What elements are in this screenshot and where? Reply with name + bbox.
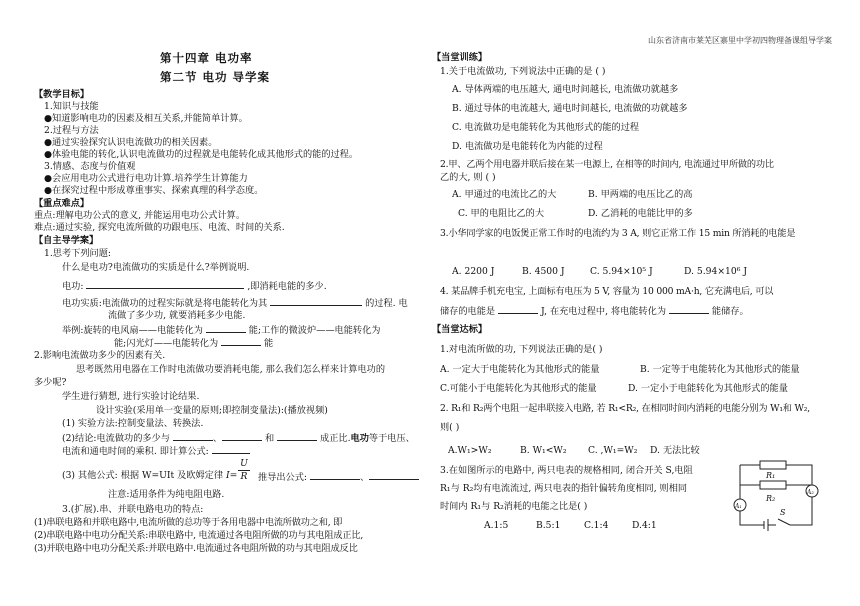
wire [786, 465, 812, 485]
question-2a: 思考既然用电器在工作时电流做功要消耗电能, 那么我们怎么样来计算电功的 [76, 364, 386, 375]
train-q3: 3.小华同学家的电饭煲正常工作时的电流约为 3 A, 则它正常工作 15 min 所消耗的电能是 [440, 228, 796, 239]
std-q3-option: C.1:4 [584, 520, 609, 531]
q2f-bold: 电功 [350, 433, 369, 444]
question-3-note: 注意:适用条件为纯电阻电路. [108, 489, 225, 500]
question-3 [62, 470, 237, 482]
question-1f [114, 336, 273, 350]
label-a1: A₁ [735, 503, 742, 510]
answer-blank [206, 323, 246, 333]
training-heading: 【当堂训练】 [432, 52, 488, 63]
answer-blank [270, 296, 362, 306]
std-q2-option: D. 无法比较 [650, 445, 700, 456]
train-q3-option: C. 5.94×10⁵ J [590, 266, 653, 277]
std-q3-option: D.4:1 [632, 520, 657, 531]
difficult-point: 难点:通过实验, 探究电流所做的功跟电压、电流、时间的关系. [34, 222, 285, 233]
wire [790, 497, 812, 525]
std-q3-c: 时间内 R₁与 R₂消耗的电能之比是( ) [440, 501, 588, 512]
q3-post: 推导出公式: [258, 472, 308, 483]
q1f-pre: 能;闪光灯——电能转化为 [114, 338, 219, 349]
std-q2-option: C. ,W₁=W₂ [588, 445, 638, 456]
question-2e: (1) 实验方法:控制变量法、转换法. [62, 418, 204, 429]
section-title: 第二节 电功 导学案 [160, 70, 271, 84]
q1f-post: 能 [264, 338, 274, 349]
answer-blank [222, 431, 262, 441]
q2f-post: 成正比. [320, 433, 351, 444]
train-q1: 1.关于电流做功, 下列说法中正确的是 ( ) [440, 66, 606, 77]
label-r1: R₁ [766, 471, 776, 480]
question-2g [62, 444, 250, 458]
goal-line: 2.过程与方法 [44, 125, 99, 136]
q2g-pre: 电流和通电时间的乘积. 即计算公式: [62, 446, 209, 457]
q2f-mid: 和 [265, 433, 275, 444]
goal-line: ●会应用电功公式进行电功计算.培养学生计算能力 [44, 173, 248, 184]
resistor-r2 [760, 481, 786, 489]
answer-blank [221, 336, 261, 346]
t4b-pre: 储存的电能是 [440, 306, 496, 317]
key-heading: 【重点难点】 [34, 198, 90, 209]
train-q2-option: C. 甲的电阻比乙的大 [458, 208, 545, 219]
question-2d: 设计实验(采用单一变量的原则;即控制变量法):(播放视频) [96, 405, 328, 416]
std-q2-b: 则( ) [440, 422, 460, 433]
std-q2-option: B. W₁<W₂ [520, 445, 567, 456]
answer-blank [369, 470, 419, 480]
train-q1-option: B. 通过导体的电流越大, 通电时间越长, 电流做的功就越多 [452, 103, 688, 114]
answer-blank [86, 279, 244, 289]
train-q1-option: A. 导体两端的电压越大, 通电时间越长, 电流做功就越多 [452, 84, 679, 95]
train-q1-option: D. 电流做功是电能转化为内能的过程 [452, 141, 603, 152]
train-q2-option: D. 乙消耗的电能比甲的多 [588, 208, 693, 219]
question-1d: 流做了多少功, 就要消耗多少电能. [108, 310, 246, 321]
train-q2-b: 乙的大, 则 ( ) [440, 172, 496, 183]
train-q3-option: D. 5.94×10⁶ J [684, 266, 748, 277]
train-q4: 4. 某品牌手机充电宝, 上面标有电压为 5 V, 容量为 10 000 mA·h, 它充满电后, 可以 [440, 286, 774, 297]
q1e-mid: 能;工作的微波炉——电能转化为 [248, 325, 381, 336]
q3-pre: (3) 其他公式: 根据 W=UIt 及欧姆定律 [62, 470, 224, 481]
circuit-diagram [730, 455, 822, 535]
std-q1-option: A. 一定大于电能转化为其他形式的能量 [440, 364, 600, 375]
std-q3-option: B.5:1 [536, 520, 561, 531]
question-4b: (2)串联电路中电功分配关系:串联电路中, 电流通过各电阻所做的功与其电阻成正比, [34, 530, 364, 541]
std-q2: 2. R₁和 R₂两个电阻一起串联接入电路, 若 R₁<R₂, 在相同时间内消耗的电能分别为 W₁和 W₂, [440, 403, 810, 414]
answer-blank [212, 444, 250, 454]
std-q3: 3.在如图所示的电路中, 两只电表的规格相同, 闭合开关 S,电阻 [440, 465, 693, 476]
standard-heading: 【当堂达标】 [432, 324, 488, 335]
question-1a: 什么是电功?电流做功的实质是什么?举例说明. [62, 262, 250, 273]
resistor-r1 [760, 461, 786, 469]
t4b-mid: J, 在充电过程中, 将电能转化为 [540, 306, 667, 317]
question-2f: (2)结论:电流做功的多少与 、 和 成正比.电功等于电压、 [62, 433, 415, 444]
std-q1-option: D. 一定小于电能转化为其他形式的能量 [628, 383, 788, 394]
goals-heading: 【教学目标】 [34, 89, 90, 100]
answer-blank [310, 470, 360, 480]
goal-line: ●在探究过程中形成尊重事实、探索真理的科学态度。 [44, 185, 264, 196]
label-r2: R₂ [766, 494, 776, 503]
std-q3-option: A.1:5 [484, 520, 509, 531]
q1c-pre: 电功实质:电流做功的过程实际就是将电能转化为其 [62, 298, 268, 309]
q2f-tail: 等于电压、 [368, 433, 415, 444]
std-q1: 1.对电流所做的功, 下列说法正确的是( ) [440, 344, 603, 355]
fraction-numerator: U [240, 458, 248, 469]
std-q1-option: B. 一定等于电能转化为其他形式的能量 [640, 364, 800, 375]
battery [764, 519, 768, 531]
answer-blank [277, 431, 317, 441]
train-q1-option: C. 电流做功是电能转化为其他形式的能的过程 [452, 122, 640, 133]
goal-line: ●通过实验探究认识电流做功的相关因素。 [44, 137, 218, 148]
q1c-post: 的过程. 电 [365, 298, 408, 309]
switch [778, 519, 790, 525]
t4b-post: 能储存。 [711, 306, 749, 317]
chapter-title: 第十四章 电功率 [160, 51, 253, 65]
answer-blank [669, 304, 709, 314]
std-q3-b: R₁与 R₂均有电流流过, 两只电表的指针偏转角度相同, 则相同 [440, 483, 688, 494]
train-q2: 2.甲、乙两个用电器并联后接在某一电源上, 在相等的时间内, 电流通过甲所做的功比 [440, 159, 774, 170]
answer-blank [173, 431, 213, 441]
ohm-i: I= [225, 470, 238, 481]
wire [740, 511, 764, 525]
answer-blank [498, 304, 538, 314]
question-1: 1.思考下列问题: [44, 248, 111, 259]
question-1e [62, 323, 381, 337]
train-q4-b [440, 304, 749, 318]
q1b-post: ,即消耗电能的多少. [247, 281, 327, 292]
goal-line: ●体验电能的转化,认识电流做功的过程就是电能转化成其他形式的能的过程。 [44, 149, 359, 160]
self-study-heading: 【自主导学案】 [34, 235, 99, 246]
train-q2-option: A. 甲通过的电流比乙的大 [452, 189, 557, 200]
std-q2-option: A.W₁>W₂ [448, 445, 492, 456]
question-4a: (1)串联电路和并联电路中,电流所做的总功等于各用电器中电流所做功之和, 即 [34, 517, 343, 528]
fraction-denominator: R [238, 470, 250, 483]
question-2b: 多少呢? [34, 377, 67, 388]
page-header: 山东省济南市莱芜区寨里中学初四物理备课组导学案 [648, 36, 832, 45]
question-4c: (3)并联电路中电功分配关系:并联电路中.电流通过各电阻所做的功与其电阻成反比 [34, 543, 358, 554]
label-s: S [780, 508, 786, 517]
question-3-post: 推导出公式: 、 [258, 470, 419, 484]
fraction [238, 458, 250, 482]
train-q3-option: A. 2200 J [452, 266, 495, 277]
key-point: 重点:理解电功公式的意义, 并能运用电功公式计算。 [34, 210, 246, 221]
question-2c: 学生进行猜想, 进行实验讨论结果. [62, 391, 200, 402]
label-a2: A₂ [807, 489, 814, 496]
goal-line: 3.情感、态度与价值观 [44, 161, 136, 172]
q1b-pre: 电功: [62, 281, 84, 292]
goal-line: 1.知识与技能 [44, 101, 99, 112]
train-q3-option: B. 4500 J [522, 266, 565, 277]
q1e-pre: 举例:旋转的电风扇——电能转化为 [62, 325, 203, 336]
question-2: 2.影响电流做功多少的因素有关. [34, 350, 166, 361]
train-q2-option: B. 甲两端的电压比乙的高 [588, 189, 693, 200]
goal-line: ●知道影响电功的因素及相互关系,并能简单计算。 [44, 113, 248, 124]
question-1b [62, 279, 327, 293]
question-4: 3.(扩展).串、并联电路电功的特点: [62, 504, 204, 515]
question-1c [62, 296, 408, 310]
std-q1-option: C.可能小于电能转化为其他形式的能量 [440, 383, 597, 394]
q2f-pre: (2)结论:电流做功的多少与 [62, 433, 170, 444]
